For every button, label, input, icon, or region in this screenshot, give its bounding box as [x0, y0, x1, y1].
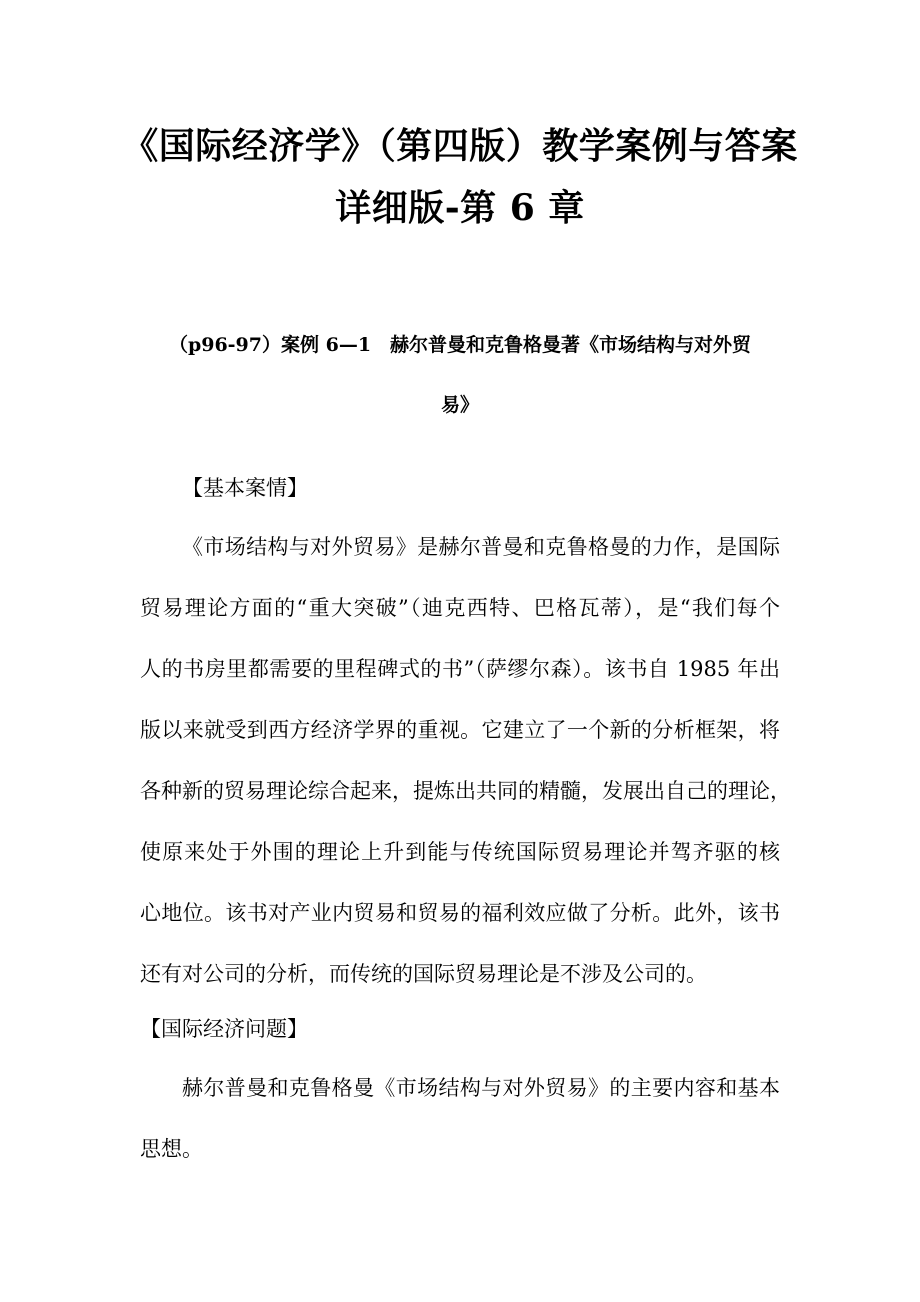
paragraph-line: 贸易理论方面的“重大突破”（迪克西特、巴格瓦蒂），是“我们每个: [140, 596, 780, 620]
basic-case-paragraph: [140, 517, 791, 1005]
paragraph-line: 《市场结构与对外贸易》是赫尔普曼和克鲁格曼的力作，是国际: [182, 535, 780, 559]
document-title-line-2: 详细版-第 6 章: [335, 187, 585, 229]
paragraph-line: 赫尔普曼和克鲁格曼《市场结构与对外贸易》的主要内容和基本: [182, 1076, 780, 1100]
document-title-line-1: 《国际经济学》（第四版）教学案例与答案: [122, 125, 798, 167]
case-heading-line-2: 易》: [440, 394, 479, 416]
case-heading-line-1: （p96-97）案例 6—1 赫尔普曼和克鲁格曼著《市场结构与对外贸: [168, 334, 752, 356]
paragraph-line: 版以来就受到西方经济学界的重视。它建立了一个新的分析框架，将: [140, 718, 780, 742]
basic-case-label: 【基本案情】: [182, 476, 308, 500]
economic-problem-label: 【国际经济问题】: [140, 1017, 308, 1041]
paragraph-line: 还有对公司的分析，而传统的国际贸易理论是不涉及公司的。: [140, 962, 707, 986]
paragraph-line: 心地位。该书对产业内贸易和贸易的福利效应做了分析。此外，该书: [140, 901, 780, 925]
paragraph-line: 使原来处于外围的理论上升到能与传统国际贸易理论并驾齐驱的核: [140, 840, 780, 864]
economic-problem-paragraph: [140, 1058, 780, 1180]
paragraph-line: 思想。: [140, 1137, 203, 1161]
paragraph-line: 各种新的贸易理论综合起来，提炼出共同的精髓，发展出自己的理论，: [140, 779, 791, 803]
paragraph-line: 人的书房里都需要的里程碑式的书”（萨缪尔森）。该书自 1985 年出: [140, 657, 780, 681]
